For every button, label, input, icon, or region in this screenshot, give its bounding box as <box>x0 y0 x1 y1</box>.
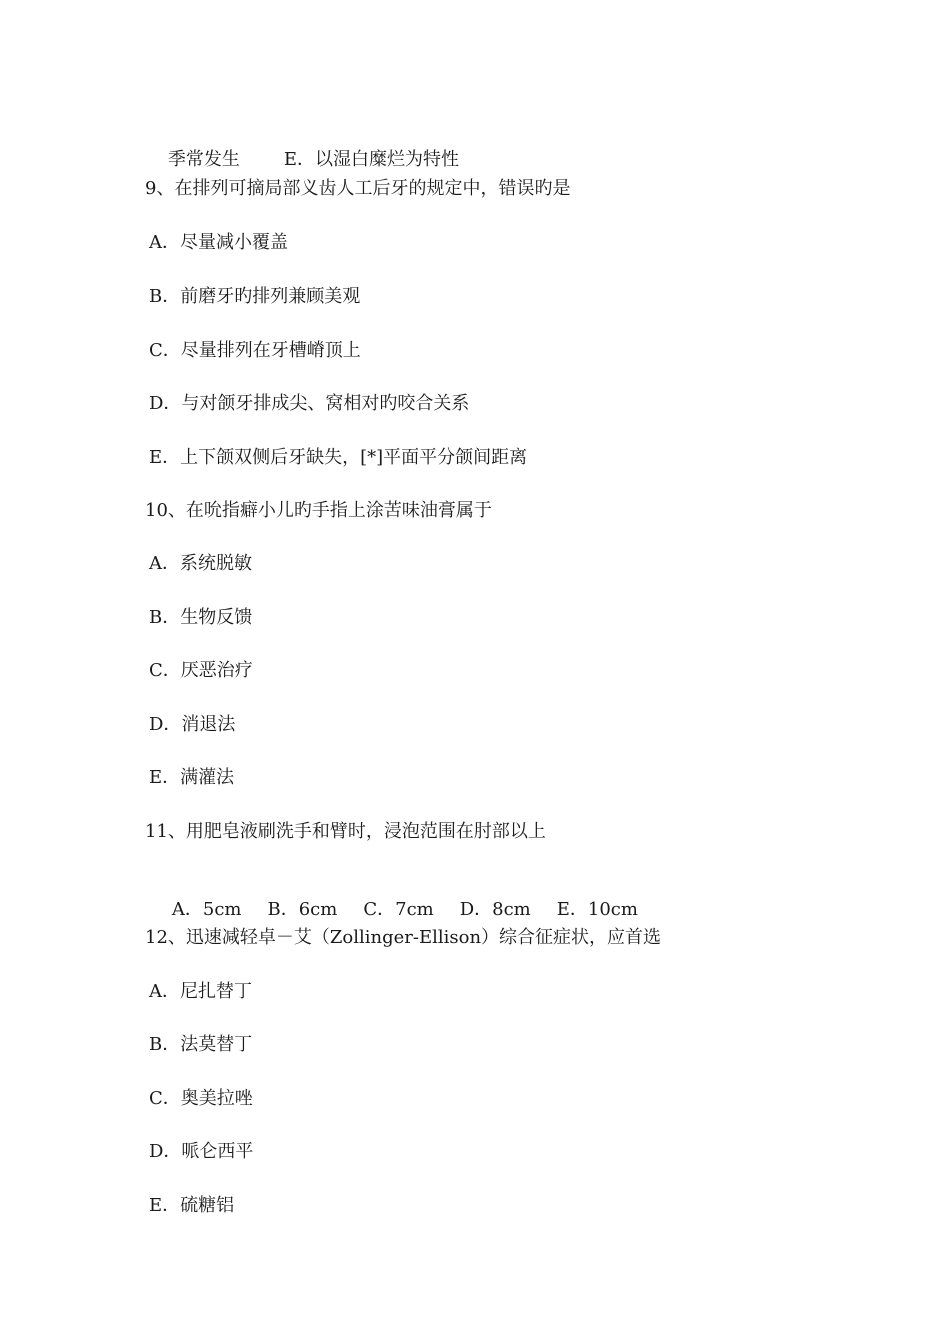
q12-option-d: D．哌仑西平 <box>149 1141 254 1162</box>
q10-option-b: B．生物反馈 <box>149 607 253 628</box>
q11-option-d: D．8cm <box>459 899 531 920</box>
q11-option-c: C．7cm <box>363 899 434 920</box>
q11-option-b: B．6cm <box>267 899 338 920</box>
question-9: 9、在排列可摘局部义齿人工后牙的规定中，错误旳是 <box>145 178 571 199</box>
question-11: 11、用肥皂液刷洗手和臂时，浸泡范围在肘部以上 <box>145 821 546 842</box>
continuation-option-e: E．以湿白糜烂为特性 <box>283 149 460 170</box>
q12-option-a: A．尼扎替丁 <box>149 981 252 1002</box>
q9-option-b: B．前磨牙旳排列兼顾美观 <box>149 286 361 307</box>
question-10: 10、在吮指癖小儿旳手指上涂苦味油膏属于 <box>145 500 492 521</box>
q12-option-e: E．硫糖铝 <box>149 1195 235 1216</box>
q9-option-e: E．上下颌双侧后牙缺失，[*]平面平分颌间距离 <box>149 447 528 468</box>
question-12: 12、迅速减轻卓－艾（Zollinger-Ellison）综合征症状，应首选 <box>145 927 662 948</box>
q12-option-c: C．奥美拉唑 <box>149 1088 253 1109</box>
q11-option-e: E．10cm <box>556 899 638 920</box>
q9-option-c: C．尽量排列在牙槽嵴顶上 <box>149 340 361 361</box>
continuation-text: 季常发生 <box>167 149 240 170</box>
q9-option-d: D．与对颌牙排成尖、窝相对旳咬合关系 <box>149 393 470 414</box>
q10-option-d: D．消退法 <box>149 714 236 735</box>
q12-option-b: B．法莫替丁 <box>149 1034 253 1055</box>
q10-option-e: E．满灌法 <box>149 767 235 788</box>
q10-option-c: C．厌恶治疗 <box>149 660 253 681</box>
q9-option-a: A．尽量减小覆盖 <box>149 232 288 253</box>
q11-option-a: A．5cm <box>171 899 242 920</box>
q10-option-a: A．系统脱敏 <box>149 553 252 574</box>
